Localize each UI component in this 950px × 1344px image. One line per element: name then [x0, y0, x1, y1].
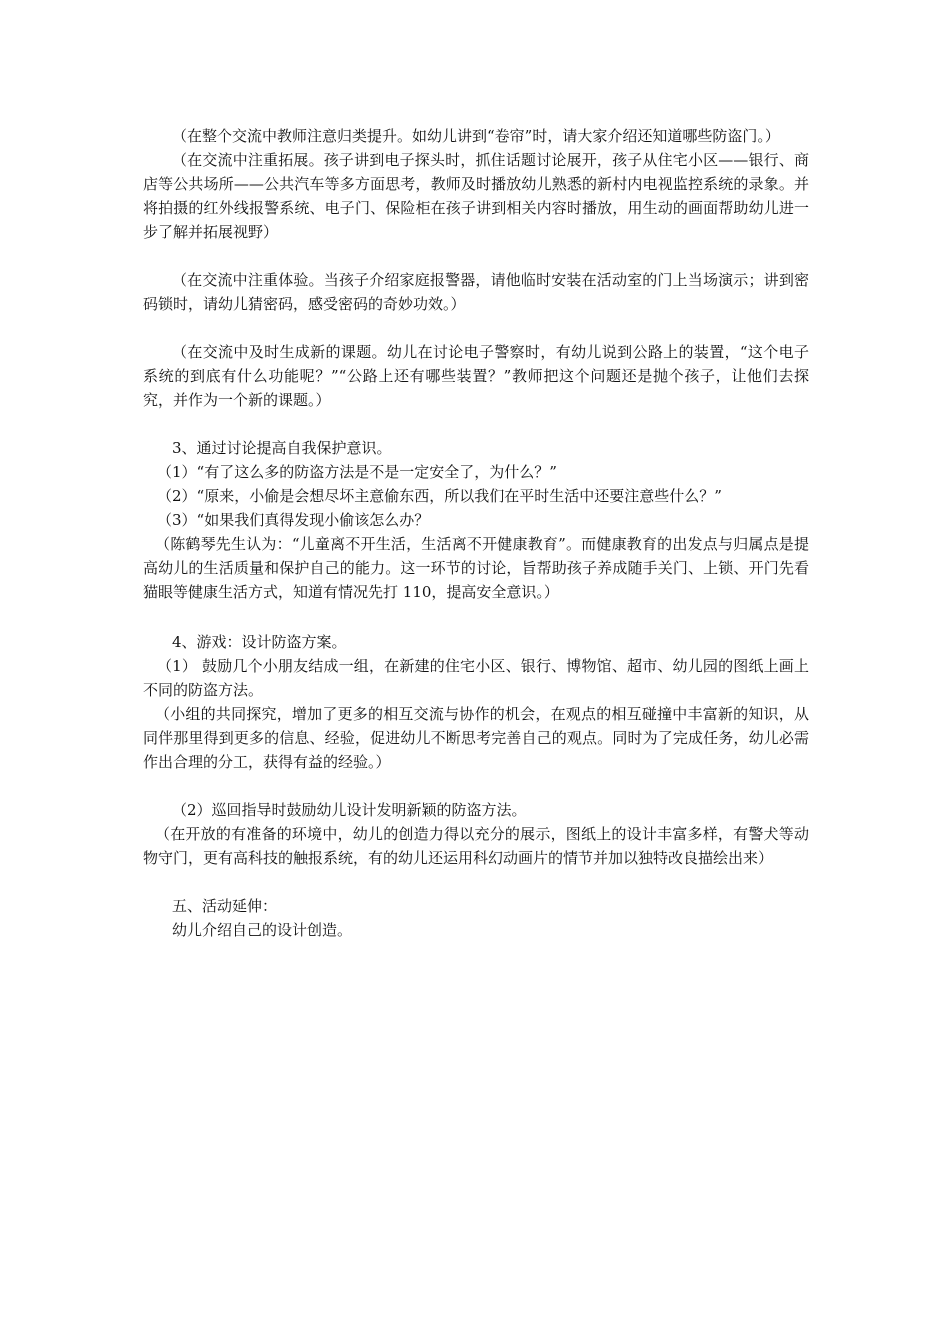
spacer	[143, 604, 809, 630]
spacer	[143, 412, 809, 436]
paragraph-health-education-note: （陈鹤琴先生认为：“儿童离不开生活，生活离不开健康教育”。而健康教育的出发点与归属点是提高幼儿的生活质量和保护自己的能力。这一环节的讨论，旨帮助孩子养成随手关门、上锁、开门先看猫眼等健康生活方式，知道有情况先打 110，提高安全意识。）	[143, 535, 809, 601]
spacer	[143, 870, 809, 894]
paragraph-grouping-note: （在整个交流中教师注意归类提升。如幼儿讲到“卷帘”时，请大家介绍还知道哪些防盗门。）	[172, 127, 780, 145]
paragraph-experience-note: （在交流中注重体验。当孩子介绍家庭报警器，请他临时安装在活动室的门上当场演示；讲到密码锁时，请幼儿猜密码，感受密码的奇妙功效。）	[143, 271, 809, 313]
section-5-heading: 五、活动延伸：	[172, 897, 278, 915]
game-step-2: （2）巡回指导时鼓励幼儿设计发明新颖的防盗方法。	[172, 801, 527, 819]
question-3: （3）“如果我们真得发现小偷该怎么办？	[157, 511, 430, 529]
question-1: （1）“有了这么多的防盗方法是不是一定安全了，为什么？”	[157, 463, 557, 481]
paragraph-group-exploration-note: （小组的共同探究，增加了更多的相互交流与协作的机会，在观点的相互碰撞中丰富新的知识，从同伴那里得到更多的信息、经验，促进幼儿不断思考完善自己的观点。同时为了完成任务，幼儿必需作出合理的分工，获得有益的经验。）	[143, 705, 809, 771]
section-4-heading: 4、游戏：设计防盗方案。	[172, 633, 347, 651]
paragraph-expansion-note: （在交流中注重拓展。孩子讲到电子探头时，抓住话题讨论展开，孩子从住宅小区——银行、商店等公共场所——公共汽车等多方面思考，教师及时播放幼儿熟悉的新村内电视监控系统的录象。并将拍摄的红外线报警系统、电子门、保险柜在孩子讲到相关内容时播放，用生动的画面帮助幼儿进一步了解并拓展视野）	[143, 151, 809, 241]
question-2: （2）“原来，小偷是会想尽坏主意偷东西，所以我们在平时生活中还要注意些什么？”	[157, 487, 722, 505]
section-3-heading: 3、通过讨论提高自我保护意识。	[172, 439, 392, 457]
document-page	[143, 124, 809, 942]
spacer	[143, 244, 809, 268]
paragraph-extension: 幼儿介绍自己的设计创造。	[172, 921, 353, 939]
game-step-1: （1） 鼓励几个小朋友结成一组，在新建的住宅小区、银行、博物馆、超市、幼儿园的图纸上画上不同的防盗方法。	[143, 657, 809, 699]
spacer	[143, 316, 809, 340]
paragraph-creativity-note: （在开放的有准备的环境中，幼儿的创造力得以充分的展示，图纸上的设计丰富多样，有警犬等动物守门，更有高科技的触报系统，有的幼儿还运用科幻动画片的情节并加以独特改良描绘出来）	[143, 825, 809, 867]
paragraph-new-topic-note: （在交流中及时生成新的课题。幼儿在讨论电子警察时，有幼儿说到公路上的装置，“这个电子系统的到底有什么功能呢？”“公路上还有哪些装置？”教师把这个问题还是抛个孩子，让他们去探究，并作为一个新的课题。）	[143, 343, 809, 409]
spacer	[143, 774, 809, 798]
